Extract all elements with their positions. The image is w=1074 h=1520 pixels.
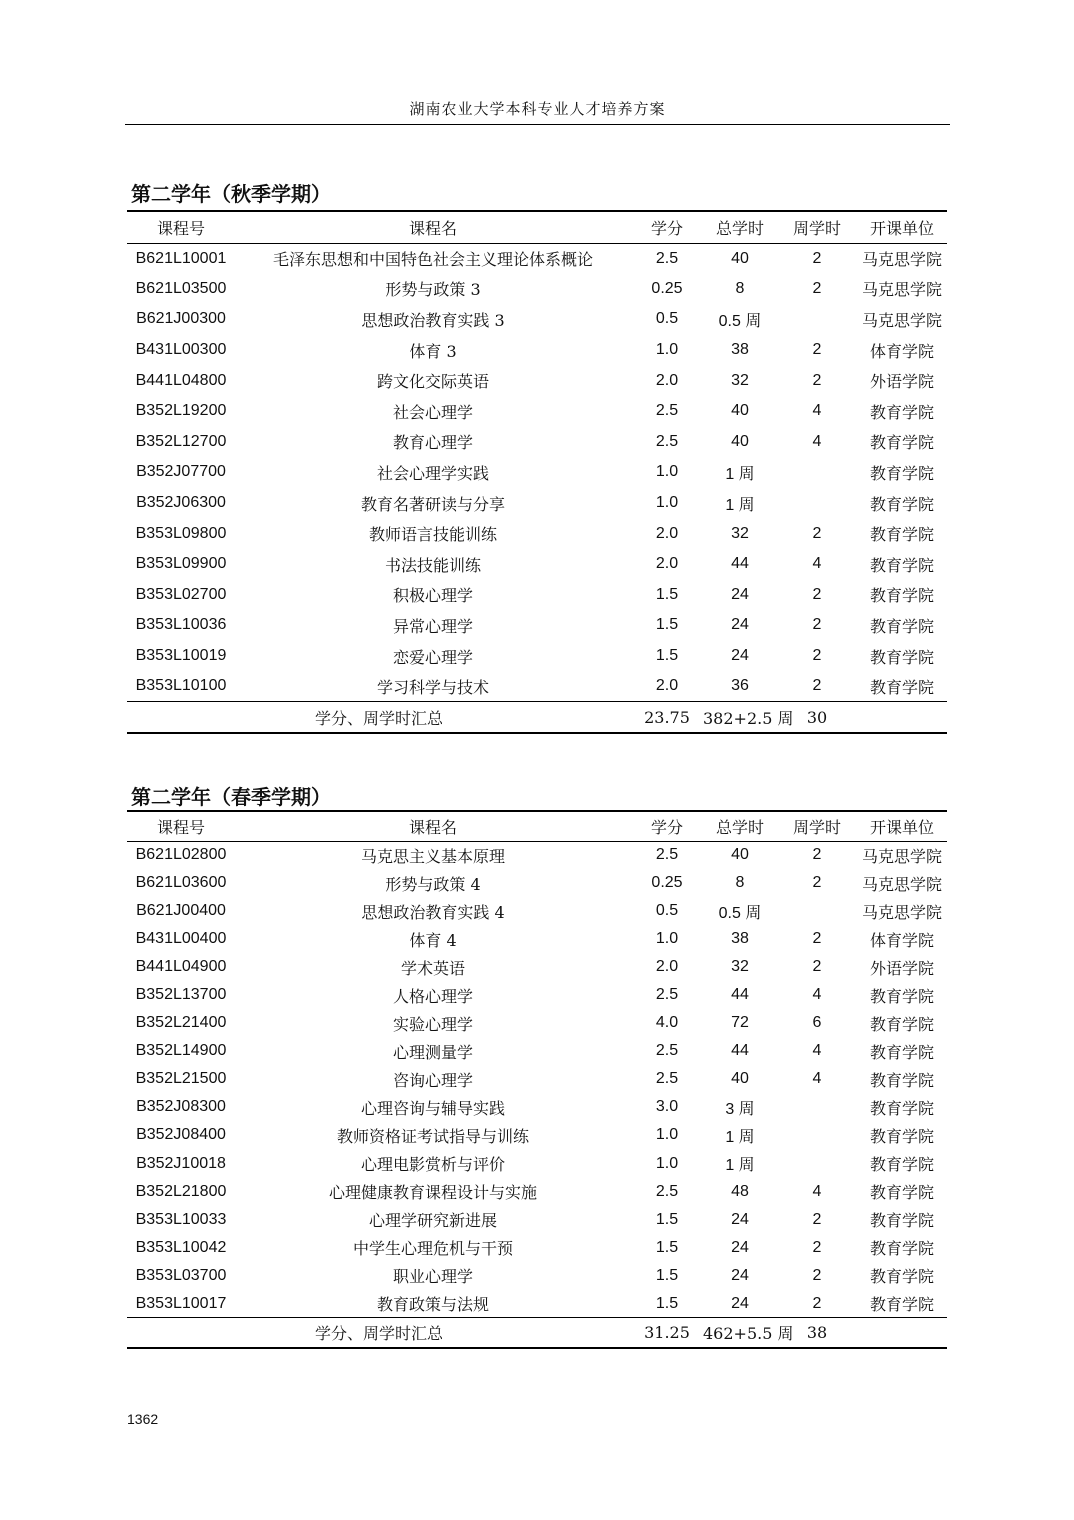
course-total-hours: 1 周 [725,1157,755,1175]
course-credits: 2.0 [655,371,679,389]
course-weekly-hours: 2 [812,1210,822,1228]
course-name: 社会心理学 [392,402,473,422]
course-total-hours: 32 [731,958,749,976]
table-row [127,1178,947,1206]
course-weekly-hours: 2 [812,958,822,976]
total-credits: 31.25 [644,1323,690,1343]
table-row [127,1065,947,1093]
course-credits: 2.5 [655,402,679,420]
course-unit: 体育学院 [869,930,934,950]
course-unit: 教育学院 [869,525,934,545]
course-credits: 0.25 [651,279,683,297]
course-total-hours: 24 [731,647,749,665]
course-name: 教师语言技能训练 [368,525,497,545]
col-header-unit: 开课单位 [869,218,934,238]
course-weekly-hours [777,488,857,519]
course-code: B353L09800 [135,524,227,542]
course-name: 跨文化交际英语 [376,372,489,392]
course-unit: 教育学院 [869,402,934,422]
course-weekly-hours [777,1121,857,1149]
total-label: 学分、周学时汇总 [314,708,443,728]
table-row [127,671,947,702]
course-total-hours: 40 [731,432,749,450]
course-total-hours: 8 [735,279,745,297]
col-header-total-hours: 总学时 [715,218,764,238]
course-weekly-hours: 4 [812,986,822,1004]
course-credits: 1.5 [655,647,679,665]
table-row [127,897,947,925]
table-header-row [127,211,947,243]
course-credits: 1.0 [655,463,679,481]
table-row [127,1037,947,1065]
table-row [127,610,947,641]
course-name: 教育心理学 [392,433,473,453]
course-weekly-hours: 4 [812,1042,822,1060]
course-code: B353L10017 [135,1294,227,1312]
course-code: B353L10033 [135,1210,227,1228]
course-name: 中学生心理危机与干预 [352,1239,513,1259]
table-row [127,1093,947,1121]
course-code: B431L00400 [135,930,227,948]
course-name: 心理学研究新进展 [368,1211,497,1231]
course-name: 思想政治教育实践 3 [361,310,505,330]
course-weekly-hours [777,304,857,335]
course-table-spring [127,810,947,1349]
course-name: 毛泽东思想和中国特色社会主义理论体系概论 [272,250,593,270]
course-weekly-hours [777,457,857,488]
course-unit: 教育学院 [869,586,934,606]
course-total-hours: 0.5 周 [718,312,762,330]
course-unit: 教育学院 [869,1014,934,1034]
table-row [127,488,947,519]
course-weekly-hours: 2 [812,371,822,389]
total-label: 学分、周学时汇总 [314,1324,443,1344]
table-row [127,580,947,611]
course-weekly-hours: 4 [812,1070,822,1088]
course-unit: 教育学院 [869,1295,934,1315]
course-code: B353L10100 [135,677,227,695]
course-code: B621J00300 [136,310,226,328]
table-row [127,457,947,488]
table-row [127,1150,947,1178]
course-credits: 2.0 [655,677,679,695]
course-unit: 教育学院 [869,1070,934,1090]
course-unit: 外语学院 [869,372,934,392]
course-unit: 马克思学院 [861,846,942,866]
course-unit: 教育学院 [869,1126,934,1146]
col-header-code: 课程号 [156,817,205,837]
course-credits: 2.5 [655,1042,679,1060]
table-row [127,869,947,897]
course-code: B352J08400 [136,1126,226,1144]
course-total-hours: 1 周 [725,1128,755,1146]
table-body [127,243,947,702]
course-total-hours: 0.5 周 [718,904,762,922]
table-row [127,274,947,305]
course-weekly-hours [777,1150,857,1178]
course-total-hours: 38 [731,341,749,359]
course-name: 心理电影赏析与评价 [360,1155,505,1175]
course-credits: 1.0 [655,494,679,512]
col-header-weekly-hours: 周学时 [792,817,841,837]
course-credits: 0.5 [655,902,679,920]
course-total-hours: 72 [731,1014,749,1032]
course-weekly-hours: 2 [812,1294,822,1312]
course-name: 体育 3 [409,341,457,361]
total-weekly-hours: 30 [806,707,828,727]
course-credits: 2.5 [655,1182,679,1200]
table-header-row [127,811,947,841]
course-credits: 2.5 [655,1070,679,1088]
course-unit: 教育学院 [869,677,934,697]
course-total-hours: 36 [731,677,749,695]
course-code: B621J00400 [136,902,226,920]
course-weekly-hours [777,1093,857,1121]
course-name: 心理测量学 [392,1042,473,1062]
total-hours: 382+2.5 周 [703,708,794,728]
course-name: 体育 4 [409,930,457,950]
course-code: B352L21400 [135,1014,227,1032]
course-unit: 马克思学院 [861,250,942,270]
course-code: B621L02800 [135,846,227,864]
table-row [127,981,947,1009]
course-total-hours: 24 [731,1238,749,1256]
course-total-hours: 44 [731,555,749,573]
course-credits: 1.5 [655,1238,679,1256]
course-code: B621L03500 [135,279,227,297]
course-credits: 2.0 [655,524,679,542]
course-total-hours: 32 [731,524,749,542]
col-header-credits: 学分 [650,817,683,837]
course-unit: 教育学院 [869,555,934,575]
course-name: 咨询心理学 [392,1070,473,1090]
course-credits: 1.0 [655,930,679,948]
course-unit: 教育学院 [869,1183,934,1203]
table-row [127,1234,947,1262]
course-weekly-hours: 2 [812,1266,822,1284]
course-weekly-hours: 4 [812,432,822,450]
course-name: 形势与政策 4 [385,874,481,894]
course-weekly-hours: 2 [812,930,822,948]
table-row [127,396,947,427]
course-credits: 2.0 [655,958,679,976]
course-credits: 1.5 [655,1294,679,1312]
course-unit: 教育学院 [869,1155,934,1175]
course-name: 学习科学与技术 [376,677,489,697]
course-code: B352J06300 [136,494,226,512]
total-hours: 462+5.5 周 [703,1324,794,1344]
table-row [127,427,947,458]
course-total-hours: 1 周 [725,465,755,483]
course-unit: 教育学院 [869,1211,934,1231]
course-credits: 1.0 [655,341,679,359]
table-row [127,304,947,335]
col-header-code: 课程号 [156,218,205,238]
course-unit: 马克思学院 [861,310,942,330]
course-unit: 教育学院 [869,463,934,483]
course-name: 学术英语 [400,958,465,978]
course-credits: 4.0 [655,1014,679,1032]
total-row [127,702,947,733]
table-row [127,1262,947,1290]
course-name: 教育政策与法规 [376,1295,489,1315]
table-row [127,243,947,274]
course-name: 恋爱心理学 [392,647,473,667]
course-weekly-hours: 2 [812,279,822,297]
course-total-hours: 32 [731,371,749,389]
course-credits: 2.5 [655,249,679,267]
course-unit: 教育学院 [869,1098,934,1118]
course-credits: 2.5 [655,846,679,864]
course-credits: 1.5 [655,1266,679,1284]
course-name: 社会心理学实践 [376,463,489,483]
course-code: B352J08300 [136,1098,226,1116]
table-body [127,841,947,1318]
table-row [127,335,947,366]
course-table-autumn [127,210,947,734]
col-header-name: 课程名 [408,817,457,837]
table-row [127,549,947,580]
course-total-hours: 40 [731,249,749,267]
course-code: B353L09900 [135,555,227,573]
col-header-total-hours: 总学时 [715,817,764,837]
course-total-hours: 1 周 [725,496,755,514]
total-credits: 23.75 [644,707,690,727]
course-total-hours: 44 [731,1042,749,1060]
course-credits: 1.5 [655,616,679,634]
col-header-credits: 学分 [650,218,683,238]
course-total-hours: 44 [731,986,749,1004]
course-total-hours: 38 [731,930,749,948]
page-header: 湖南农业大学本科专业人才培养方案 [409,100,666,118]
course-name: 书法技能训练 [384,555,481,575]
course-total-hours: 40 [731,402,749,420]
table-row [127,841,947,869]
course-name: 心理健康教育课程设计与实施 [328,1183,537,1203]
course-name: 人格心理学 [392,986,473,1006]
course-credits: 1.5 [655,1210,679,1228]
course-code: B352L19200 [135,402,227,420]
course-total-hours: 40 [731,1070,749,1088]
table-row [127,1121,947,1149]
table-row [127,1206,947,1234]
course-code: B441L04800 [135,371,227,389]
course-weekly-hours: 2 [812,677,822,695]
total-row [127,1318,947,1348]
course-name: 思想政治教育实践 4 [361,902,505,922]
course-code: B352L14900 [135,1042,227,1060]
course-unit: 教育学院 [869,616,934,636]
course-credits: 1.0 [655,1126,679,1144]
course-unit: 体育学院 [869,341,934,361]
course-code: B353L02700 [135,585,227,603]
total-weekly-hours: 38 [806,1323,828,1343]
course-code: B441L04900 [135,958,227,976]
course-credits: 2.5 [655,986,679,1004]
course-total-hours: 24 [731,1294,749,1312]
course-unit: 马克思学院 [861,902,942,922]
course-credits: 1.5 [655,585,679,603]
course-weekly-hours: 4 [812,402,822,420]
course-weekly-hours: 2 [812,1238,822,1256]
course-total-hours: 3 周 [725,1100,755,1118]
course-code: B352L13700 [135,986,227,1004]
course-unit: 教育学院 [869,494,934,514]
course-credits: 0.5 [655,310,679,328]
course-weekly-hours: 4 [812,555,822,573]
course-weekly-hours: 2 [812,585,822,603]
course-weekly-hours: 2 [812,647,822,665]
table-row [127,1009,947,1037]
course-code: B352L21500 [135,1070,227,1088]
course-name: 异常心理学 [392,616,473,636]
course-total-hours: 24 [731,585,749,603]
course-name: 教师资格证考试指导与训练 [336,1126,529,1146]
course-credits: 3.0 [655,1098,679,1116]
course-weekly-hours: 2 [812,846,822,864]
course-weekly-hours [777,897,857,925]
table-row [127,953,947,981]
course-code: B431L00300 [135,341,227,359]
course-code: B621L10001 [135,249,227,267]
table-row [127,1290,947,1318]
course-unit: 教育学院 [869,986,934,1006]
section-title-spring: 第二学年（春季学期） [131,785,331,809]
course-code: B352L21800 [135,1182,227,1200]
header-rule [125,124,950,125]
page-number: 1362 [127,1411,159,1427]
table-row [127,925,947,953]
course-code: B353L10019 [135,647,227,665]
total-unit-empty [857,1318,947,1348]
course-unit: 教育学院 [869,433,934,453]
course-unit: 马克思学院 [861,280,942,300]
course-code: B353L10036 [135,616,227,634]
course-total-hours: 24 [731,1210,749,1228]
course-name: 马克思主义基本原理 [360,846,505,866]
course-unit: 教育学院 [869,1042,934,1062]
col-header-weekly-hours: 周学时 [792,218,841,238]
course-weekly-hours: 2 [812,249,822,267]
course-weekly-hours: 2 [812,524,822,542]
course-total-hours: 8 [735,874,745,892]
course-total-hours: 24 [731,1266,749,1284]
course-total-hours: 48 [731,1182,749,1200]
table-row [127,518,947,549]
course-code: B352J10018 [136,1154,226,1172]
course-credits: 1.0 [655,1154,679,1172]
course-code: B621L03600 [135,874,227,892]
course-weekly-hours: 2 [812,341,822,359]
course-total-hours: 40 [731,846,749,864]
course-weekly-hours: 6 [812,1014,822,1032]
course-unit: 教育学院 [869,1239,934,1259]
course-weekly-hours: 4 [812,1182,822,1200]
course-name: 职业心理学 [392,1267,473,1287]
section-title-autumn: 第二学年（秋季学期） [131,182,331,206]
table-row [127,365,947,396]
course-name: 形势与政策 3 [385,280,481,300]
col-header-unit: 开课单位 [869,817,934,837]
course-code: B353L10042 [135,1238,227,1256]
course-unit: 马克思学院 [861,874,942,894]
course-credits: 2.0 [655,555,679,573]
course-weekly-hours: 2 [812,616,822,634]
course-unit: 教育学院 [869,647,934,667]
course-credits: 0.25 [651,874,683,892]
course-code: B353L03700 [135,1266,227,1284]
course-name: 实验心理学 [392,1014,473,1034]
col-header-name: 课程名 [408,218,457,238]
course-code: B352L12700 [135,432,227,450]
course-weekly-hours: 2 [812,874,822,892]
course-name: 教育名著研读与分享 [360,494,505,514]
total-unit-empty [857,702,947,733]
course-total-hours: 24 [731,616,749,634]
course-code: B352J07700 [136,463,226,481]
course-unit: 外语学院 [869,958,934,978]
course-name: 心理咨询与辅导实践 [360,1098,505,1118]
course-unit: 教育学院 [869,1267,934,1287]
table-row [127,641,947,672]
course-credits: 2.5 [655,432,679,450]
course-name: 积极心理学 [392,586,473,606]
